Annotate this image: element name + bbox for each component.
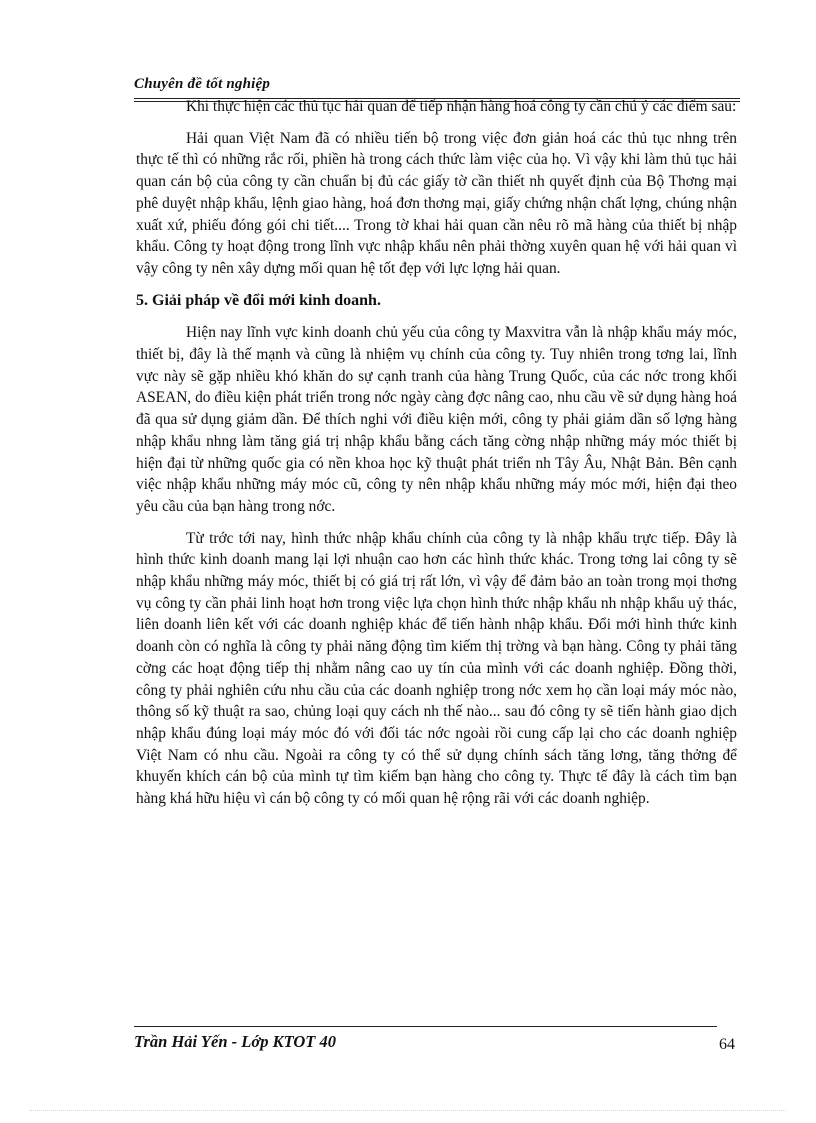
paragraph-1: Khi thực hiện các thủ tục hải quan để tiếp nhận hàng hoá công ty cần chú ý các điểm sau: (186, 98, 737, 115)
section-heading: 5. Giải pháp về đổi mới kinh doanh. (136, 291, 381, 309)
paragraph-2: Hải quan Việt Nam đã có nhiều tiến bộ trong việc đơn giản hoá các thủ tục nhng trên thực tế thì có những rắc rối, phiền hà trong cách thức làm việc của họ. Vì vậy khi làm thủ tục hải quan cán bộ của công ty cần chuẩn bị đủ các giấy tờ cần thiết nh quyết định của Bộ Thơng mại phê duyệt nhập khẩu, lệnh giao hàng, hoá đơn thơng mại, giấy chứng nhận chất lợng, chúng nhận xuất xứ, phiếu đóng gói chi tiết.... Trong tờ khai hải quan cần nêu rõ mã hàng của thiết bị nhập khẩu. Công ty hoạt động trong lĩnh vực nhập khẩu nên phải thờng xuyên quan hệ với hải quan vì vậy công ty nên xây dựng mối quan hệ tốt đẹp với lực lợng hải quan. (136, 129, 737, 277)
header-title: Chuyên đề tốt nghiệp (134, 76, 271, 92)
page-bottom-divider (30, 1110, 786, 1111)
footer-rule (134, 1026, 717, 1027)
page-number: 64 (719, 1036, 735, 1053)
paragraph-4: Từ trớc tới nay, hình thức nhập khẩu chính của công ty là nhập khẩu trực tiếp. Đây là hình thức kinh doanh mang lại lợi nhuận cao hơn các hình thức khác. Trong tơng lai công ty sẽ nhập khẩu những máy móc, thiết bị có giá trị rất lớn, vì vậy để đảm bảo an toàn trong mọi thơng vụ công ty cần phải linh hoạt hơn trong việc lựa chọn hình thức nhập khẩu nh nhập khẩu uỷ thác, liên doanh liên kết với các doanh nghiệp khác để tiến hành nhập khẩu. Đổi mới hình thức kinh doanh còn có nghĩa là công ty phải năng động tìm kiếm thị trờng và bạn hàng. Công ty phải tăng cờng các hoạt động tiếp thị nhằm nâng cao uy tín của mình với các doanh nghiệp. Đồng thời, công ty phải nghiên cứu nhu cầu của các doanh nghiệp trong nớc xem họ cần loại máy móc nào, thông số kỹ thuật ra sao, chủng loại quy cách nh thế nào... sau đó công ty sẽ tiến hành giao dịch nhập khẩu đúng loại máy móc đó với đối tác nớc ngoài rồi cung cấp lại cho các doanh nghiệp Việt Nam có nhu cầu. Ngoài ra công ty có thể sử dụng chính sách tăng lơng, tăng thởng để khuyến khích cán bộ của mình tự tìm kiếm bạn hàng cho công ty. Thực tế đây là cách tìm bạn hàng khá hữu hiệu vì cán bộ công ty có mối quan hệ rộng rãi với các doanh nghiệp. (136, 529, 737, 808)
paragraph-3: Hiện nay lĩnh vực kinh doanh chủ yếu của công ty Maxvitra vẫn là nhập khẩu máy móc, thiết bị, đây là thế mạnh và cũng là nhiệm vụ chính của công ty. Tuy nhiên trong tơng lai, lĩnh vực này sẽ gặp nhiều khó khăn do sự cạnh tranh của hàng Trung Quốc, của các nớc trong khối ASEAN, do điều kiện phát triển trong nớc ngày càng đợc nâng cao, nhu cầu về sử dụng hàng hoá đã qua sử dụng giảm dần. Để thích nghi với điều kiện mới, công ty phải giảm dần số lợng hàng nhập khẩu nhng làm tăng giá trị nhập khẩu bằng cách tăng cờng nhập những máy móc thiết bị hiện đại từ những quốc gia có nền khoa học kỹ thuật phát triển nh Tây Âu, Nhật Bản. Bên cạnh việc nhập khẩu những máy móc cũ, công ty nên nhập khẩu những máy móc mới, hiện đại theo yêu cầu của bạn hàng trong nớc. (136, 324, 737, 515)
body-text (136, 96, 737, 810)
footer-author: Trần Hải Yến - Lớp KTOT 40 (134, 1032, 336, 1051)
